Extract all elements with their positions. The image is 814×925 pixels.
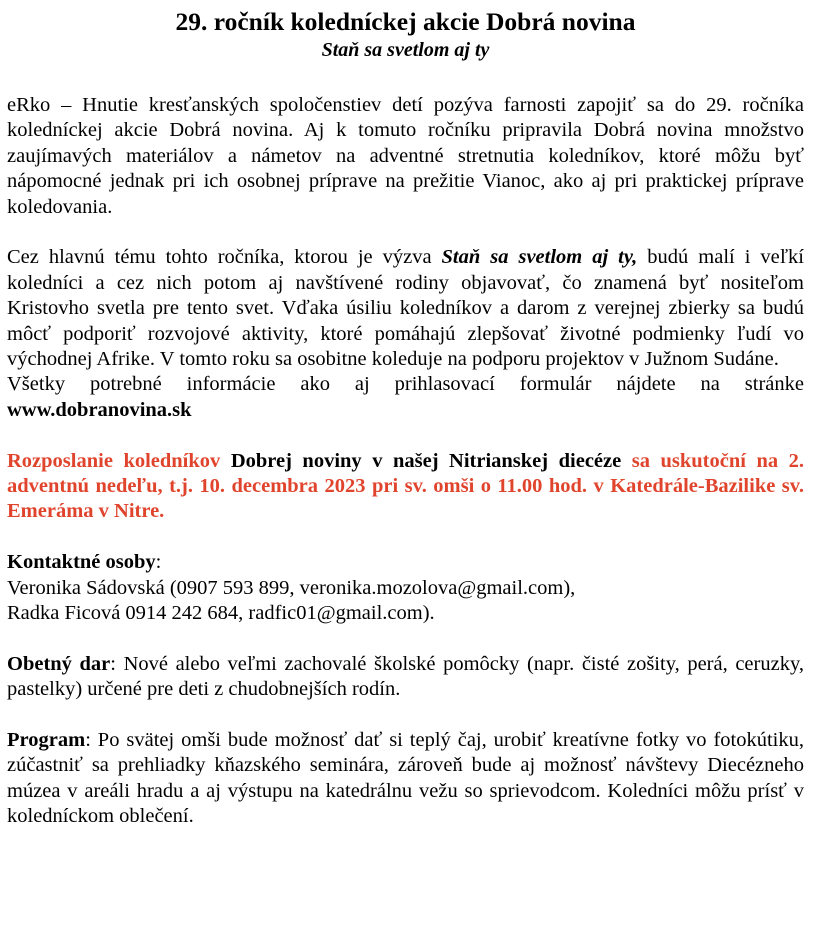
page-title: 29. ročník koledníckej akcie Dobrá novina [175,7,636,36]
program-text: : Po svätej omši bude možnosť dať si teplý čaj, urobiť kreatívne fotky vo fotokútiku, zúčastniť sa prehliadky kňazského seminára, zároveň bude aj možnosť návštevy Diecézneho múzea v areáli hradu a aj výstupu na katedrálnu vežu so sprievodcom. Koledníci môžu prísť v koledníckom oblečení. [7,729,804,828]
theme-paragraph [7,245,804,372]
contact-person-2: Radka Ficová 0914 242 684, radfic01@gmail.com). [7,602,435,625]
document-page [7,6,804,830]
theme-text-after: budú malí i veľkí koledníci a cez nich potom aj navštívené rodiny objavovať, čo znamená byť nositeľom Kristovho svetla pre tento svet. Vďaka úsiliu koledníkov a darom z verejnej zbierky sa budú môcť podporiť rozvojové aktivity, ktoré pomáhajú zlepšovať životné podmienky ľudí vo východnej Afrike. V tomto roku sa osobitne koleduje na podporu projektov v Južnom Sudáne. [7,246,804,371]
contacts-colon: : [155,551,162,574]
theme-emphasis: Staň sa svetlom aj ty, [441,246,638,269]
theme-text-before: Cez hlavnú tému tohto ročníka, ktorou je výzva [7,246,442,269]
donation-label: Obetný dar [7,652,111,675]
announcement-part-1: Rozposlanie koledníkov [7,449,221,472]
announcement-paragraph [7,449,804,525]
announcement-part-3: sa uskutoční na 2. adventnú nedeľu, t.j. 10. decembra 2023 pri sv. omši o 11.00 hod. v Katedrále-Bazilike sv. Emeráma v Nitre. [7,449,804,523]
donation-text: : Nové alebo veľmi zachovalé školské pomôcky (napr. čisté zošity, perá, ceruzky, pastelky) určené pre deti z chudobnejších rodín. [7,652,804,701]
announcement-part-2: Dobrej noviny v našej Nitrianskej diecéze [230,449,622,472]
info-line: Všetky potrebné informácie ako aj prihlasovací formulár nájdete na stránke [7,373,804,396]
page-subtitle: Staň sa svetlom aj ty [321,39,490,61]
info-url-line [7,398,804,423]
program-label: Program [7,729,86,752]
website-link[interactable]: www.dobranovina.sk [7,398,192,421]
contacts-heading [7,550,804,575]
contact-person-1: Veronika Sádovská (0907 593 899, veronika.mozolova@gmail.com), [7,576,576,599]
donation-paragraph [7,652,804,703]
contacts-label: Kontaktné osoby [7,551,156,574]
program-paragraph [7,728,804,830]
intro-paragraph: eRko – Hnutie kresťanských spoločenstiev detí pozýva farnosti zapojiť sa do 29. ročníka koledníckej akcie Dobrá novina. Aj k tomuto ročníku pripravila Dobrá novina množstvo zaujímavých materiálov a námetov na adventné stretnutia koledníkov, ktoré môžu byť nápomocné jednak pri ich osobnej príprave na prežitie Vianoc, ako aj pri praktickej príprave koledovania. [7,94,804,218]
